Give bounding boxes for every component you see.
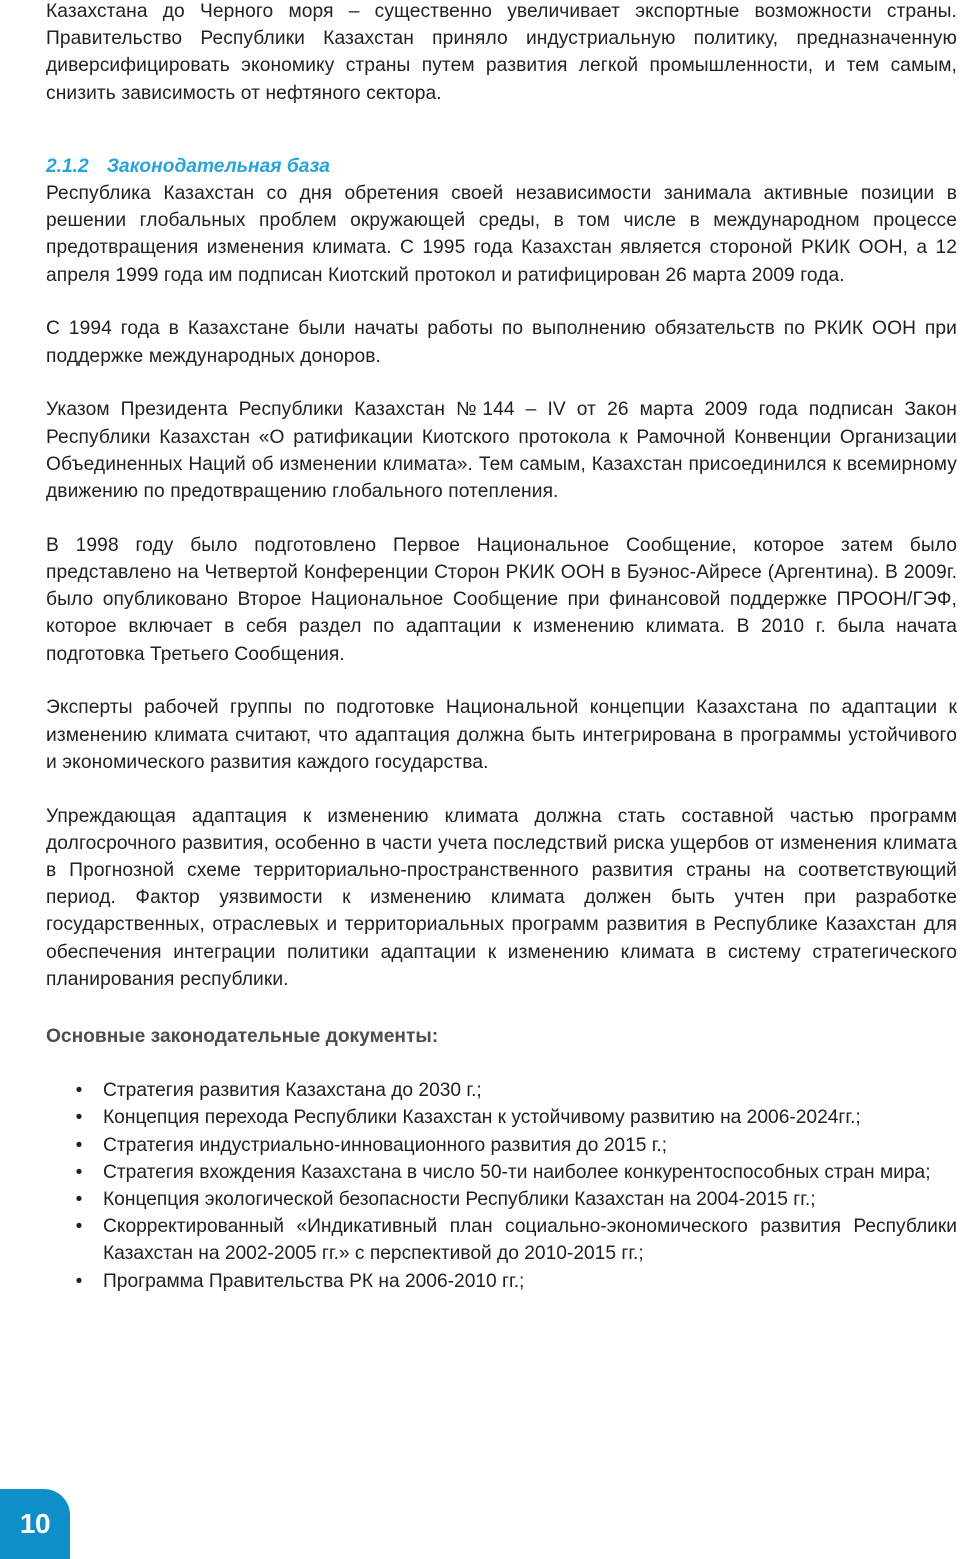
bullet-icon: • bbox=[75, 1216, 83, 1238]
bullet-icon: • bbox=[75, 1189, 83, 1211]
bullet-icon: • bbox=[75, 1080, 83, 1102]
documents-list bbox=[46, 1077, 957, 1295]
page-number: 10 bbox=[19, 1508, 51, 1539]
list-item bbox=[46, 1077, 957, 1104]
list-item bbox=[46, 1159, 957, 1186]
page-number-badge bbox=[0, 1489, 70, 1559]
list-item-text: Стратегия вхождения Казахстана в число 50-ти наиболее конкурентоспособных стран мира; bbox=[103, 1161, 931, 1183]
document-page bbox=[46, 0, 957, 1295]
bullet-icon: • bbox=[75, 1107, 83, 1129]
body-paragraph: В 1998 году было подготовлено Первое Национальное Сообщение, которое затем было представлено на Четвертой Конференции Сторон РКИК ООН в Буэнос-Айресе (Аргентина). В 2009г. было опубликовано Второе Национальное Сообщение при финансовой поддержке ПРООН/ГЭФ, которое включает в себя раздел по адаптации к изменению климата. В 2010 г. была начата подготовка Третьего Сообщения. bbox=[46, 534, 957, 665]
bullet-icon: • bbox=[75, 1270, 83, 1292]
list-item-text: Концепция экологической безопасности Республики Казахстан на 2004-2015 гг.; bbox=[103, 1189, 816, 1211]
list-item-text: Концепция перехода Республики Казахстан к устойчивому развитию на 2006-2024гг.; bbox=[103, 1107, 861, 1129]
section-number: 2.1.2 bbox=[46, 155, 89, 177]
list-item bbox=[46, 1132, 957, 1159]
body-paragraph: Упреждающая адаптация к изменению климата должна стать составной частью программ долгосрочного развития, особенно в части учета последствий риска ущербов от изменения климата в Прогнозной схеме территориально-пространственного развития страны на соответствующий период. Фактор уязвимости к изменению климата должен быть учтен при разработке государственных, отраслевых и территориальных программ развития в Республике Казахстан для обеспечения интеграции политики адаптации к изменению климата в систему стратегического планирования республики. bbox=[46, 805, 957, 990]
body-paragraph: Указом Президента Республики Казахстан №144 – IV от 26 марта 2009 года подписан Закон Республики Казахстан «О ратификации Киотского протокола к Рамочной Конвенции Организации Объединенных Наций об изменении климата». Тем самым, Казахстан присоединился к всемирному движению по предотвращению глобального потепления. bbox=[46, 399, 957, 503]
body-paragraph: С 1994 года в Казахстане были начаты работы по выполнению обязательств по РКИК ООН при поддержке международных доноров. bbox=[46, 318, 957, 367]
section-heading bbox=[46, 153, 957, 180]
list-item-text: Стратегия развития Казахстана до 2030 г.; bbox=[103, 1080, 482, 1102]
list-item bbox=[46, 1213, 957, 1267]
section-title: Законодательная база bbox=[106, 155, 330, 177]
list-item bbox=[46, 1104, 957, 1131]
body-paragraph: Эксперты рабочей группы по подготовке Национальной концепции Казахстана по адаптации к изменению климата считают, что адаптация должна быть интегрирована в программы устойчивого и экономического развития каждого государства. bbox=[46, 697, 957, 773]
list-item bbox=[46, 1186, 957, 1213]
bullet-icon: • bbox=[75, 1161, 83, 1183]
list-item-text: Скорректированный «Индикативный план социально-экономического развития Республики Казахстан на 2002-2005 гг.» с перспективой до 2010-2015 гг.; bbox=[103, 1216, 957, 1265]
documents-heading: Основные законодательные документы: bbox=[46, 1026, 439, 1048]
list-item-text: Стратегия индустриально-инновационного развития до 2015 г.; bbox=[103, 1134, 668, 1156]
intro-paragraph: Казахстана до Черного моря – существенно увеличивает экспортные возможности страны. Правительство Республики Казахстан приняло индустриальную политику, предназначенную диверсифицировать экономику страны путем развития легкой промышленности, и тем самым, снизить зависимость от нефтяного сектора. bbox=[46, 1, 957, 104]
body-paragraph: Республика Казахстан со дня обретения своей независимости занимала активные позиции в решении глобальных проблем окружающей среды, в том числе в международном процессе предотвращения изменения климата. С 1995 года Казахстан является стороной РКИК ООН, а 12 апреля 1999 года им подписан Киотский протокол и ратифицирован 26 марта 2009 года. bbox=[46, 183, 957, 286]
list-item bbox=[46, 1268, 957, 1295]
list-item-text: Программа Правительства РК на 2006-2010 гг.; bbox=[103, 1270, 525, 1292]
bullet-icon: • bbox=[75, 1134, 83, 1156]
